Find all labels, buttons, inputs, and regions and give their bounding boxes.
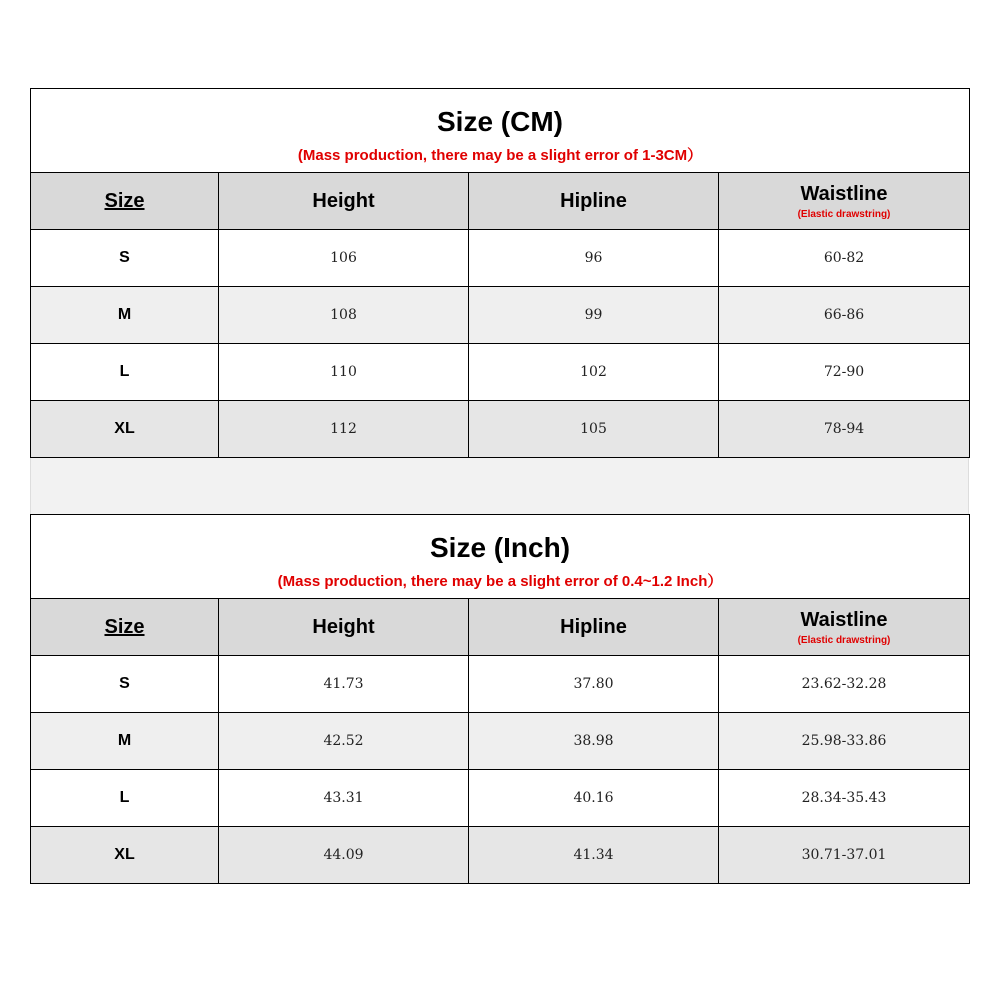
height-cell: 41.73 bbox=[219, 656, 469, 713]
size-cell: XL bbox=[31, 827, 219, 884]
waistline-cell: 72-90 bbox=[719, 344, 970, 401]
hipline-cell: 41.34 bbox=[469, 827, 719, 884]
height-cell: 44.09 bbox=[219, 827, 469, 884]
header-row bbox=[31, 599, 970, 656]
table-row bbox=[31, 770, 970, 827]
height-cell: 112 bbox=[219, 401, 469, 458]
waistline-cell: 25.98-33.86 bbox=[719, 713, 970, 770]
header-hipline: Hipline bbox=[469, 599, 719, 656]
table-row bbox=[31, 287, 970, 344]
table-title-cell bbox=[31, 515, 970, 599]
hipline-cell: 37.80 bbox=[469, 656, 719, 713]
hipline-cell: 38.98 bbox=[469, 713, 719, 770]
size-table-inch bbox=[30, 514, 970, 884]
waistline-cell: 66-86 bbox=[719, 287, 970, 344]
height-cell: 42.52 bbox=[219, 713, 469, 770]
size-cell: M bbox=[31, 713, 219, 770]
height-cell: 43.31 bbox=[219, 770, 469, 827]
table-title-cell bbox=[31, 89, 970, 173]
table-row bbox=[31, 656, 970, 713]
size-cell: XL bbox=[31, 401, 219, 458]
height-cell: 110 bbox=[219, 344, 469, 401]
hipline-cell: 105 bbox=[469, 401, 719, 458]
table-gap bbox=[30, 458, 969, 514]
height-cell: 108 bbox=[219, 287, 469, 344]
table-row bbox=[31, 713, 970, 770]
height-cell: 106 bbox=[219, 230, 469, 287]
header-hipline: Hipline bbox=[469, 173, 719, 230]
table-row bbox=[31, 344, 970, 401]
table-row bbox=[31, 230, 970, 287]
error-note: (Mass production, there may be a slight error of 0.4~1.2 Inch） bbox=[277, 573, 723, 590]
header-height: Height bbox=[219, 173, 469, 230]
elastic-note: (Elastic drawstring) bbox=[797, 634, 891, 646]
table-title: Size (Inch) bbox=[430, 532, 571, 563]
waistline-cell: 60-82 bbox=[719, 230, 970, 287]
header-height: Height bbox=[219, 599, 469, 656]
waistline-cell: 23.62-32.28 bbox=[719, 656, 970, 713]
size-cell: M bbox=[31, 287, 219, 344]
size-cell: L bbox=[31, 770, 219, 827]
error-note: (Mass production, there may be a slight error of 1-3CM） bbox=[297, 147, 703, 164]
hipline-cell: 40.16 bbox=[469, 770, 719, 827]
header-row bbox=[31, 173, 970, 230]
hipline-cell: 102 bbox=[469, 344, 719, 401]
header-waistline: Waistline (Elastic drawstring) bbox=[719, 599, 970, 656]
elastic-note: (Elastic drawstring) bbox=[797, 208, 891, 220]
table-title: Size (CM) bbox=[437, 106, 563, 137]
hipline-cell: 99 bbox=[469, 287, 719, 344]
table-row bbox=[31, 827, 970, 884]
header-size: Size bbox=[31, 173, 219, 230]
size-table-cm bbox=[30, 88, 970, 458]
hipline-cell: 96 bbox=[469, 230, 719, 287]
waistline-cell: 30.71-37.01 bbox=[719, 827, 970, 884]
size-cell: S bbox=[31, 230, 219, 287]
waistline-cell: 78-94 bbox=[719, 401, 970, 458]
table-row bbox=[31, 401, 970, 458]
size-cell: L bbox=[31, 344, 219, 401]
header-size: Size bbox=[31, 599, 219, 656]
size-cell: S bbox=[31, 656, 219, 713]
waistline-cell: 28.34-35.43 bbox=[719, 770, 970, 827]
header-waistline: Waistline (Elastic drawstring) bbox=[719, 173, 970, 230]
